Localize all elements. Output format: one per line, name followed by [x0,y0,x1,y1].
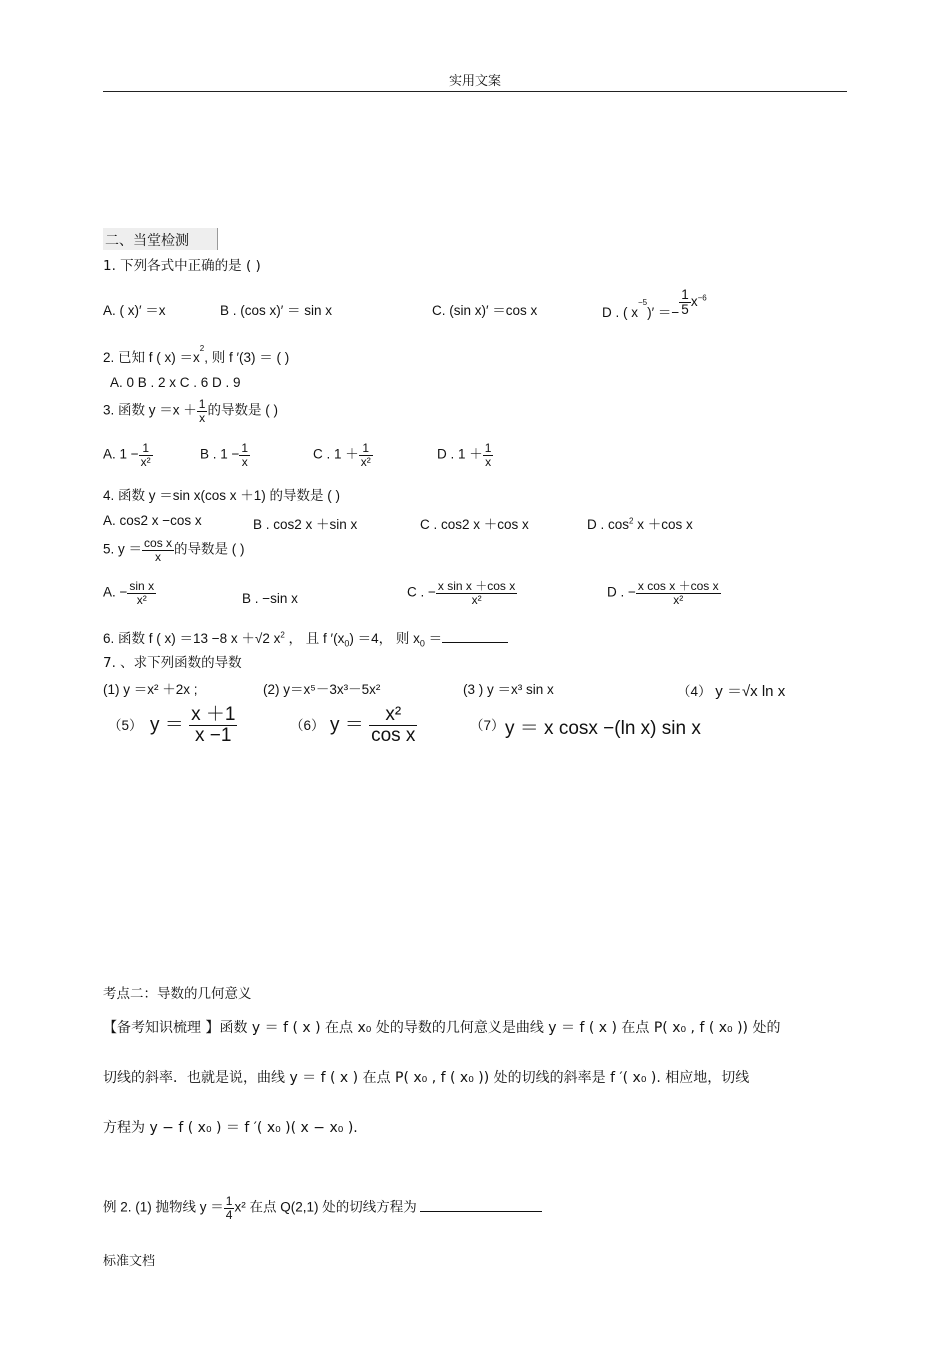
q3-option-b: B . 1 − $\frac{1}{x}$ [200,441,249,469]
example-2-1: 例 2. (1) 抛物线 y ＝ $\frac{1}{4}$ x² 在点 Q(2,1) 处的切线方程为 [103,1195,542,1221]
q5-option-c: C . − $\frac{\text{x sin x ＋cos x}}{\text{x²}}$ [407,579,516,607]
q3-option-d: D . 1 ＋ $\frac{1}{x}$ [437,441,492,469]
q7-item-6-label: （6） [290,718,325,733]
q4-stem: 4. 函数 y ＝sin x(cos x ＋1) 的导数是 ( ) [103,488,341,503]
q5-option-a: A. − $\frac{\text{sin x}}{\text{x²}}$ [103,579,155,607]
q1-option-a: A. ( x)′ ＝x [103,303,166,318]
q2-options: A. 0 B . 2 x C . 6 D . 9 [110,375,241,390]
q5-option-b: B . −sin x [242,591,298,606]
q7-item-6: y ＝ $\frac{\text{x²}}{\text{cos x}}$ [330,704,416,746]
section-title: 二、当堂检测 [105,233,189,249]
q1-option-c: C. (sin x)′ ＝cos x [432,303,538,318]
q6-stem: 6. 函数 f ( x) ＝13 −8 x ＋√2 $x^2$ ， 且 f $'(x_0) =4$， 则 $x_0$ ＝ [103,627,508,649]
example-answer-blank[interactable] [420,1199,542,1212]
kaodian-title: 考点二：导数的几何意义 [103,986,252,1002]
q7-item-3: (3 ) y ＝x³ sin x [463,682,554,697]
q7-item-1: (1) y ＝x² ＋2x ; [103,682,198,697]
q4-option-b: B . cos2 x ＋sin x [253,517,358,532]
q7-item-5-label: （5） [108,718,143,733]
q4-option-d: D . $\cos^2 x +\cos$ x [587,516,693,532]
q7-item-4: （4） y ＝√x ln x [677,683,786,700]
q3-option-a: A. 1 − $\frac{1}{\text{x²}}$ [103,441,151,469]
q1-option-b: B . (cos x)′ ＝ sin x [220,303,333,318]
q3-stem: 3. 函数 y ＝x ＋ $\frac{1}{x}$ 的导数是 ( ) [103,397,278,425]
q4-option-c: C . cos2 x ＋cos x [420,517,529,532]
q5-option-d: D . − $\frac{\text{x cos x ＋cos x}}{\text{x²}}$ [607,579,719,607]
kaodian-line-1: 【备考知识梳理 】函数 y ＝ f ( x ) 在点 x₀ 处的导数的几何意义是曲线 y ＝ f ( x ) 在点 P( x₀ , f ( x₀ )) 处的 [103,1020,781,1036]
q5-stem: 5. y ＝ $\frac{\text{cos x}}{x}$ 的导数是 ( ) [103,536,245,564]
page-header: 实用文案 [448,74,501,89]
kaodian-line-3: 方程为 y − f ( x₀ ) ＝ f ′( x₀ )( x − x₀ ). [103,1120,358,1136]
q3-option-c: C . 1 ＋ $\frac{1}{\text{x²}}$ [313,441,371,469]
q7-item-7: y ＝ x cosx −(ln x) sin x [505,718,701,739]
page-footer: 标准文档 [103,1254,156,1269]
q7-item-7-label: （7） [470,718,505,733]
q7-item-2: (2) y＝x⁵－3x³－5x² [263,682,381,697]
q2-stem: 2. 已知 f ( $x) =x^2$, 则 f ′(3) ＝ ( ) [103,343,290,365]
kaodian-line-2: 切线的斜率．也就是说，曲线 y ＝ f ( x ) 在点 P( x₀ , f ( x₀ )) 处的切线的斜率是 f ′( x₀ ). 相应地，切线 [103,1070,750,1086]
kaodian-paragraph [103,1003,848,1153]
q7-stem: 7. 、求下列函数的导数 [103,655,242,671]
q1-stem: 1. 下列各式中正确的是 ( ) [103,258,261,274]
q7-item-5: y ＝ $\frac{x +1}{x -1}$ [150,704,236,746]
q4-option-a: A. cos2 x −cos x [103,513,202,528]
header-rule [103,91,847,92]
q6-answer-blank[interactable] [442,630,508,643]
q1-option-d: D . ( $x^{-5})'$ ＝− $\frac{1}{5}$ $x^{-6}$ [602,287,707,321]
